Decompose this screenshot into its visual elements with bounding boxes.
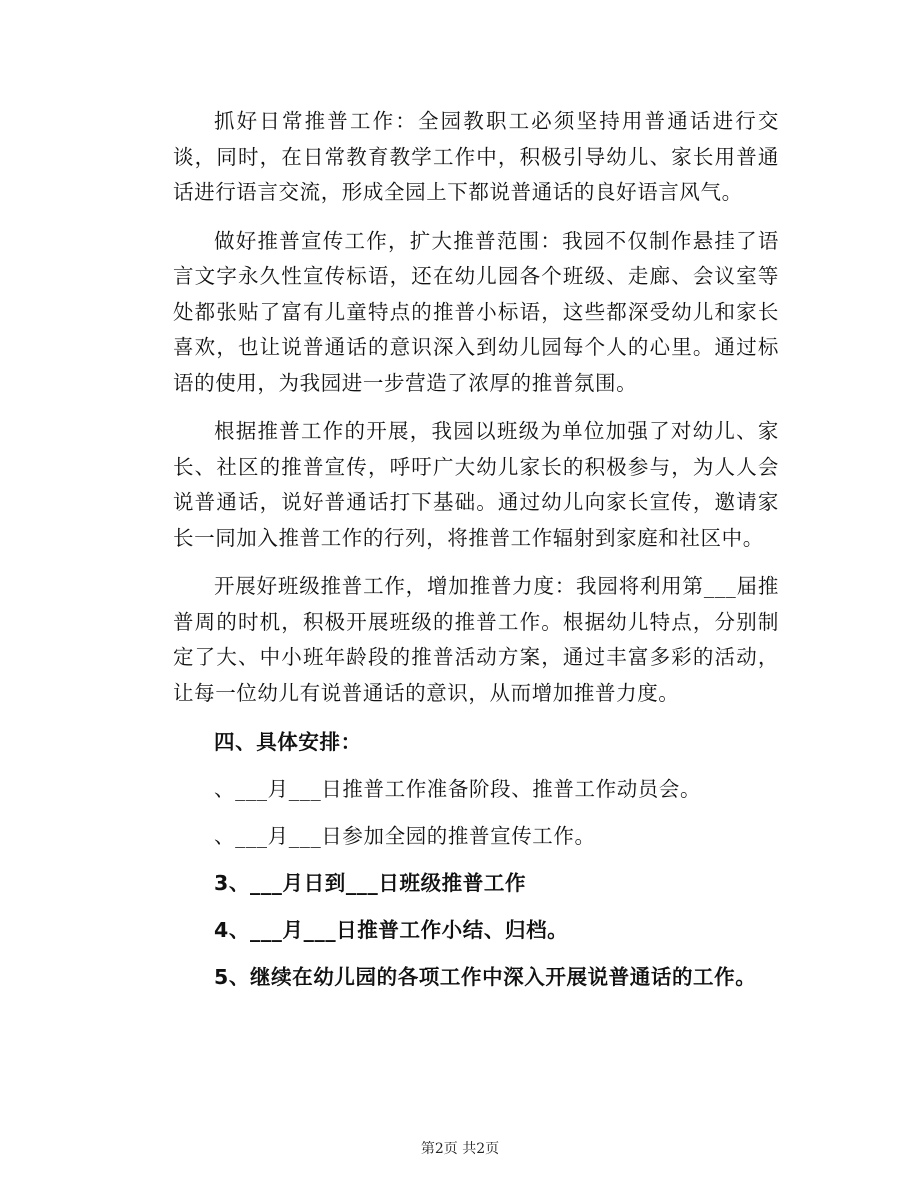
paragraph-community: 根据推普工作的开展，我园以班级为单位加强了对幼儿、家长、社区的推普宣传，呼吁广大幼儿家长的积极参与，为人人会说普通话，说好普通话打下基础。通过幼儿向家长宣传，邀请家长一同加入推普工作的行列，将推普工作辐射到家庭和社区中。 bbox=[173, 419, 779, 550]
schedule-item-1: 、___月___日推普工作准备阶段、推普工作动员会。 bbox=[214, 777, 702, 801]
paragraph-daily-promotion: 抓好日常推普工作：全园教职工必须坚持用普通话进行交谈，同时，在日常教育教学工作中，积极引导幼儿、家长用普通话进行语言交流，形成全园上下都说普通话的良好语言风气。 bbox=[173, 109, 779, 204]
paragraph-publicity: 做好推普宣传工作，扩大推普范围：我园不仅制作悬挂了语言文字永久性宣传标语，还在幼儿园各个班级、走廊、会议室等处都张贴了富有儿童特点的推普小标语，这些都深受幼儿和家长喜欢，也让说普通话的意识深入到幼儿园每个人的心里。通过标语的使用，为我园进一步营造了浓厚的推普氛围。 bbox=[173, 228, 779, 395]
page-number: 第2页 共2页 bbox=[420, 1141, 500, 1157]
section-heading: 四、具体安排： bbox=[214, 730, 362, 754]
schedule-item-2: 、___月___日参加全园的推普宣传工作。 bbox=[214, 824, 596, 848]
document-body bbox=[173, 104, 779, 1006]
schedule-item-4: 4、___月___日推普工作小结、归档。 bbox=[214, 918, 569, 942]
schedule-item-5: 5、继续在幼儿园的各项工作中深入开展说普通话的工作。 bbox=[214, 965, 757, 989]
paragraph-class-work: 开展好班级推普工作，增加推普力度：我园将利用第___届推普周的时机，积极开展班级的推普工作。根据幼儿特点，分别制定了大、中小班年龄段的推普活动方案，通过丰富多彩的活动，让每一位幼儿有说普通话的意识，从而增加推普力度。 bbox=[173, 574, 779, 705]
schedule-item-3: 3、___月日到___日班级推普工作 bbox=[214, 871, 527, 895]
